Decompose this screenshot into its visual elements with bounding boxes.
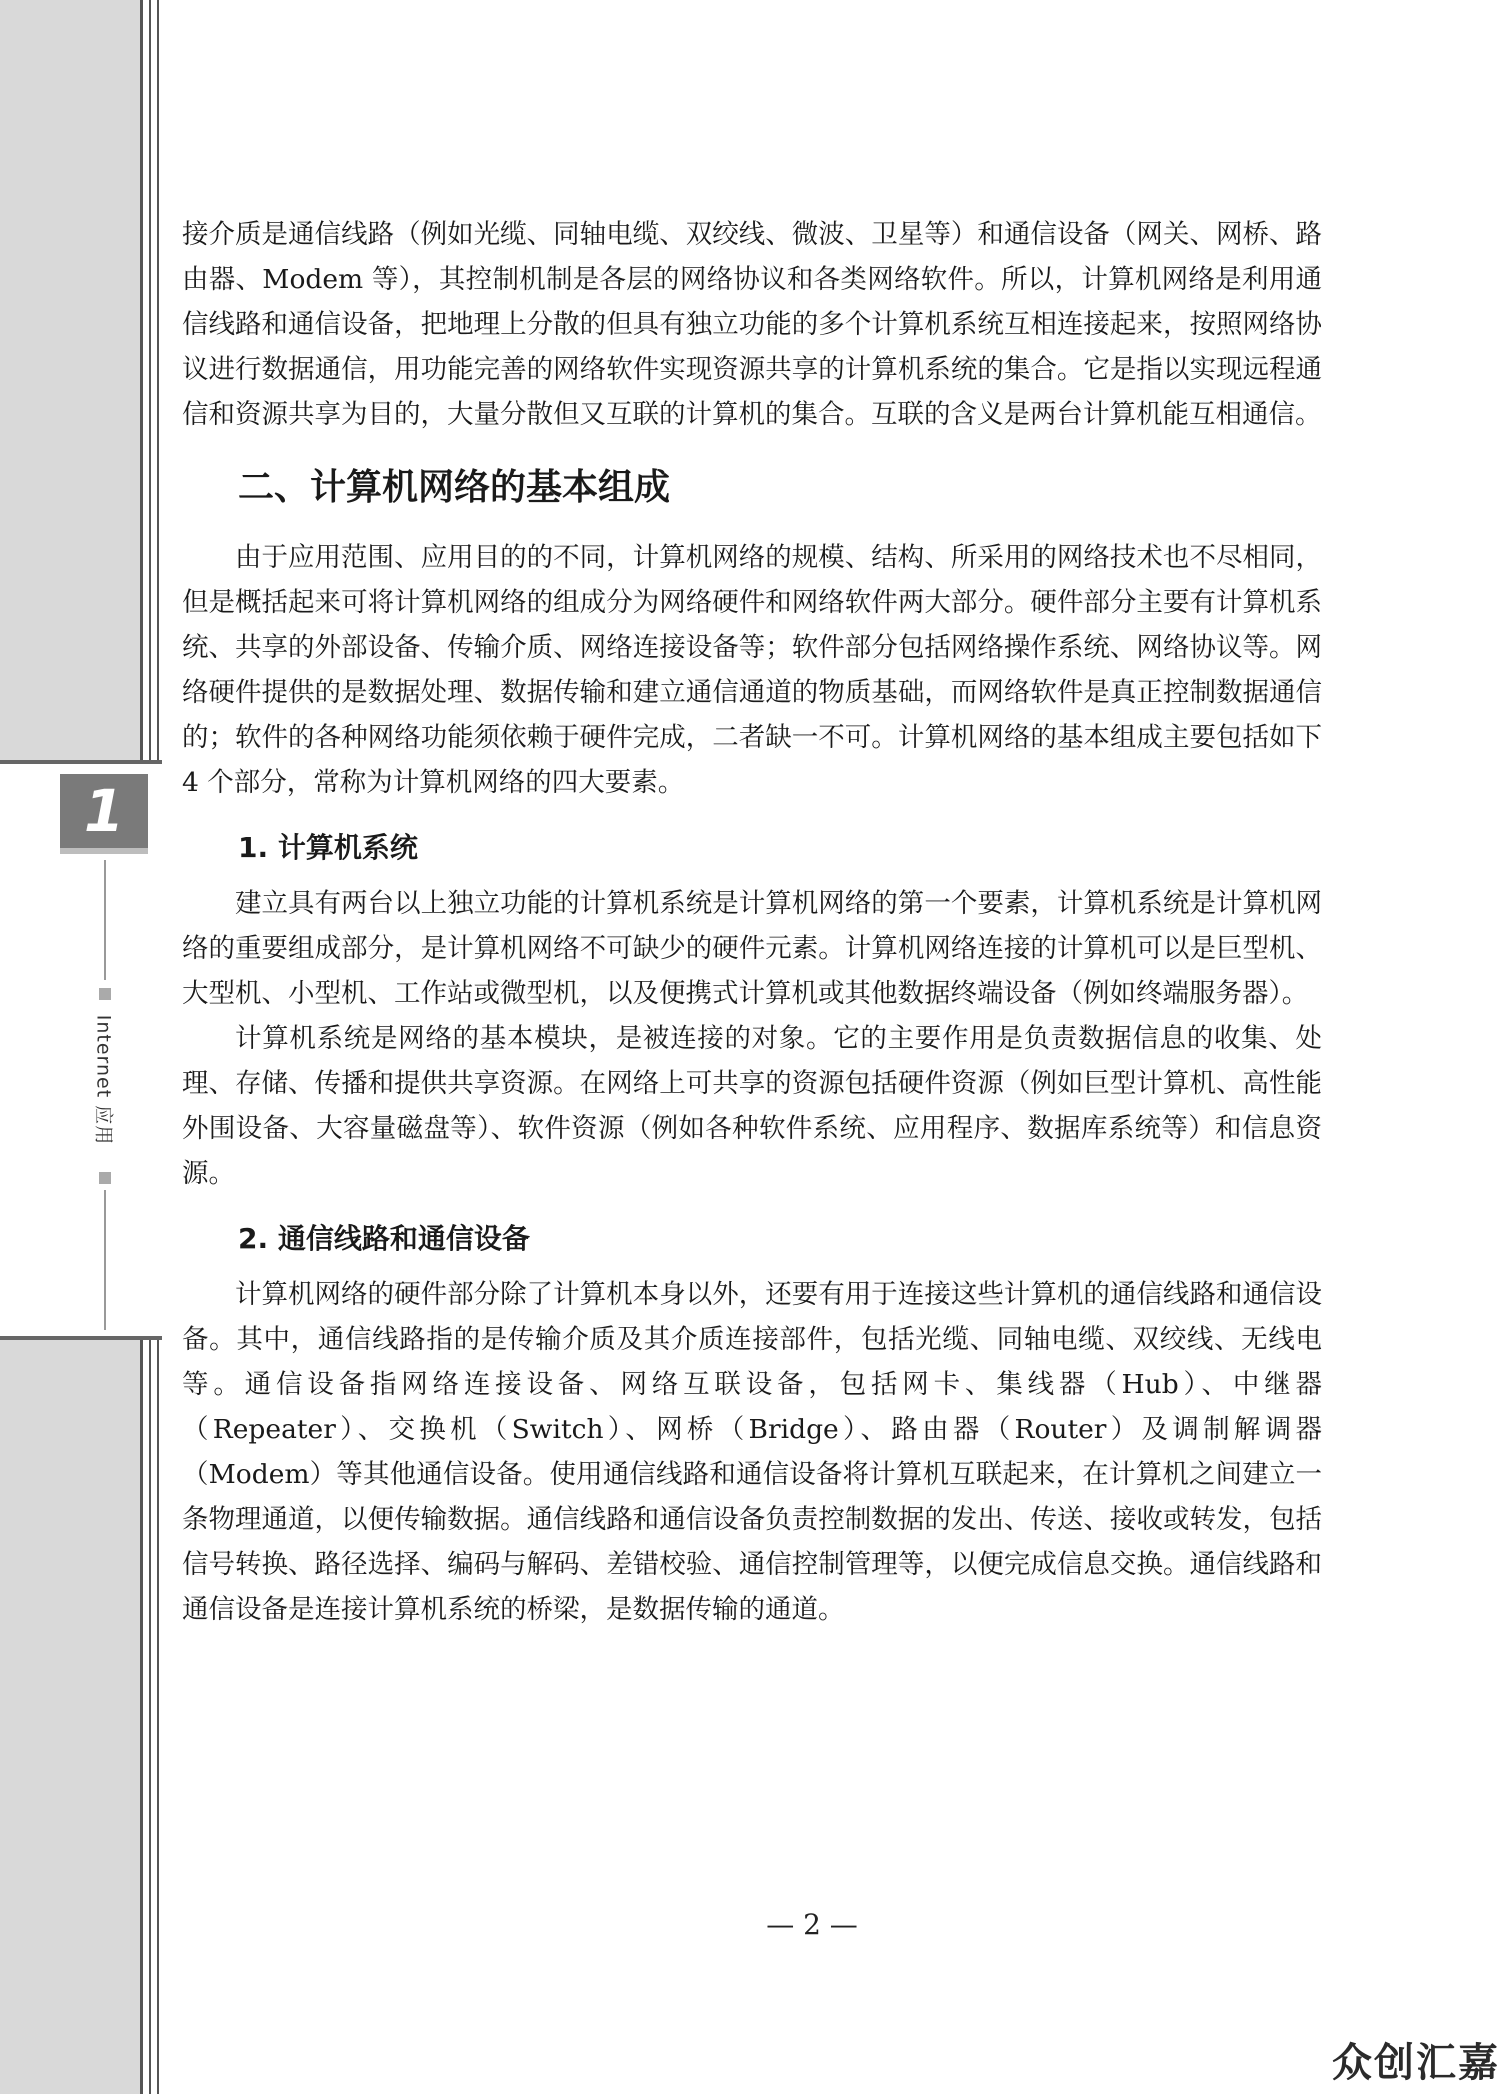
page-number-footer <box>0 1908 1504 1941</box>
paragraph: 计算机系统是网络的基本模块，是被连接的对象。它的主要作用是负责数据信息的收集、处理、存储、传播和提供共享资源。在网络上可共享的资源包括硬件资源（例如巨型计算机、高性能外围设备、大容量磁盘等）、软件资源（例如各种软件系统、应用程序、数据库系统等）和信息资源。 <box>182 1023 1322 1189</box>
chapter-number-block <box>60 774 148 848</box>
tab-divider-line <box>104 860 106 980</box>
paragraph: 建立具有两台以上独立功能的计算机系统是计算机网络的第一个要素，计算机系统是计算机网络的重要组成部分，是计算机网络不可缺少的硬件元素。计算机网络连接的计算机可以是巨型机、大型机、小型机、工作站或微型机，以及便携式计算机或其他数据终端设备（例如终端服务器）。 <box>182 888 1322 1009</box>
subsection-heading-communication: 2. 通信线路和通信设备 <box>238 1222 530 1255</box>
section-heading: 二、计算机网络的基本组成 <box>238 467 671 508</box>
intro-paragraph: 接介质是通信线路（例如光缆、同轴电缆、双绞线、微波、卫星等）和通信设备（网关、网桥、路由器、Modem 等），其控制机制是各层的网络协议和各类网络软件。所以，计算机网络是利用通信线路和通信设备，把地理上分散的但具有独立功能的多个计算机系统互相连接起来，按照网络协议进行数据通信，用功能完善的网络软件实现资源共享的计算机系统的集合。它是指以实现远程通信和资源共享为目的，大量分散但又互联的计算机的集合。互联的含义是两台计算机能互相通信。 <box>182 219 1322 430</box>
tab-divider-line <box>104 1190 106 1330</box>
tab-square-marker <box>99 988 111 1000</box>
section-side-label: Internet 应用 <box>92 1014 115 1146</box>
watermark-logo: 众创汇嘉 <box>1332 2040 1500 2086</box>
section-paragraph: 由于应用范围、应用目的的不同，计算机网络的规模、结构、所采用的网络技术也不尽相同，但是概括起来可将计算机网络的组成分为网络硬件和网络软件两大部分。硬件部分主要有计算机系统、共享的外部设备、传输介质、网络连接设备等；软件部分包括网络操作系统、网络协议等。网络硬件提供的是数据处理、数据传输和建立通信通道的物质基础，而网络软件是真正控制数据通信的；软件的各种网络功能须依赖于硬件完成，二者缺一不可。计算机网络的基本组成主要包括如下 4 个部分，常称为计算机网络的四大要素。 <box>182 542 1322 798</box>
tab-square-marker <box>99 1172 111 1184</box>
page-body <box>182 212 1322 1632</box>
page-number: — 2 — <box>766 1908 858 1941</box>
chapter-number: 1 <box>83 777 125 845</box>
subsection-heading-computer-system: 1. 计算机系统 <box>238 831 418 864</box>
paragraph: 计算机网络的硬件部分除了计算机本身以外，还要有用于连接这些计算机的通信线路和通信设备。其中，通信线路指的是传输介质及其介质连接部件，包括光缆、同轴电缆、双绞线、无线电等。通信设备指网络连接设备、网络互联设备，包括网卡、集线器（Hub）、中继器（Repeater）、交换机（Switch）、网桥（Bridge）、路由器（Router）及调制解调器（Modem）等其他通信设备。使用通信线路和通信设备将计算机互联起来，在计算机之间建立一条物理通道，以便传输数据。通信线路和通信设备负责控制数据的发出、传送、接收或转发，包括信号转换、路径选择、编码与解码、差错校验、通信控制管理等，以便完成信息交换。通信线路和通信设备是连接计算机系统的桥梁，是数据传输的通道。 <box>182 1279 1322 1625</box>
